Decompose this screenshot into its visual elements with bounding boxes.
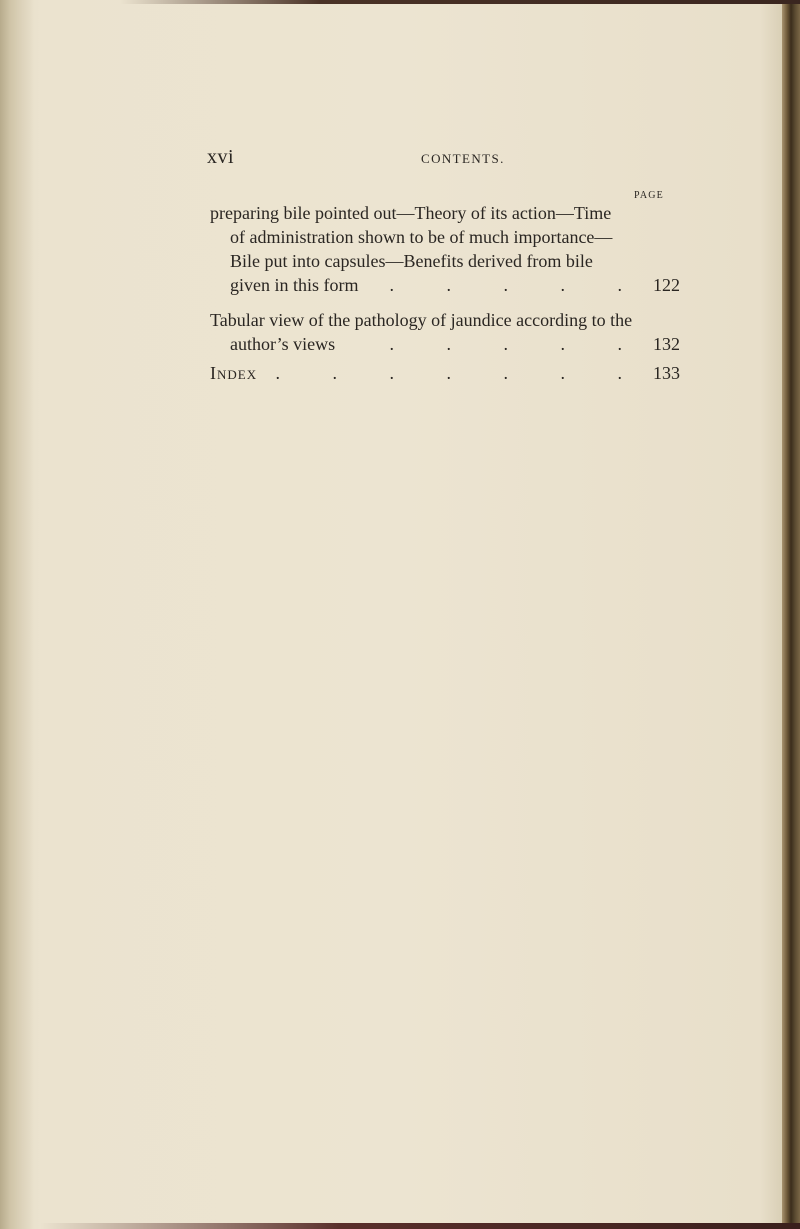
leader-dots: . . . . .: [389, 275, 646, 295]
book-edge-bottom: [40, 1223, 800, 1229]
toc-entry-line: Tabular view of the pathology of jaundice according to the: [210, 310, 633, 330]
toc-entry-line: Bile put into capsules—Benefits derived from bile: [230, 251, 593, 271]
page-title: CONTENTS.: [421, 151, 505, 166]
toc-entry-last-line: [210, 361, 680, 385]
leader-dots: . . . . . . .: [275, 363, 646, 383]
toc-entry-bile-preparation: [210, 201, 680, 297]
toc-page-number[interactable]: 132: [653, 334, 680, 354]
toc-page-number[interactable]: 133: [653, 363, 680, 383]
toc-entry-text: author’s views: [230, 334, 336, 354]
running-head: [0, 140, 800, 170]
toc-entry-text: given in this form: [230, 275, 359, 295]
toc-entry-tabular-view: [210, 308, 680, 356]
binding-shadow: [0, 0, 34, 1229]
leader-dots: . . . . .: [389, 334, 646, 354]
toc-entry-index: [210, 361, 680, 385]
toc-entry-text: Index: [210, 363, 258, 383]
book-edge-right: [782, 0, 800, 1229]
toc-entry-last-line: [210, 332, 680, 356]
toc-entry-last-line: [210, 273, 680, 297]
toc-entry-line: preparing bile pointed out—Theory of its action—Time: [210, 203, 612, 223]
page-column-label: PAGE: [634, 190, 664, 201]
page-folio: xvi: [207, 146, 235, 168]
table-of-contents: [210, 201, 680, 385]
toc-entry-line: of administration shown to be of much importance—: [230, 227, 613, 247]
toc-page-number[interactable]: 122: [653, 275, 680, 295]
book-edge-top: [120, 0, 800, 4]
